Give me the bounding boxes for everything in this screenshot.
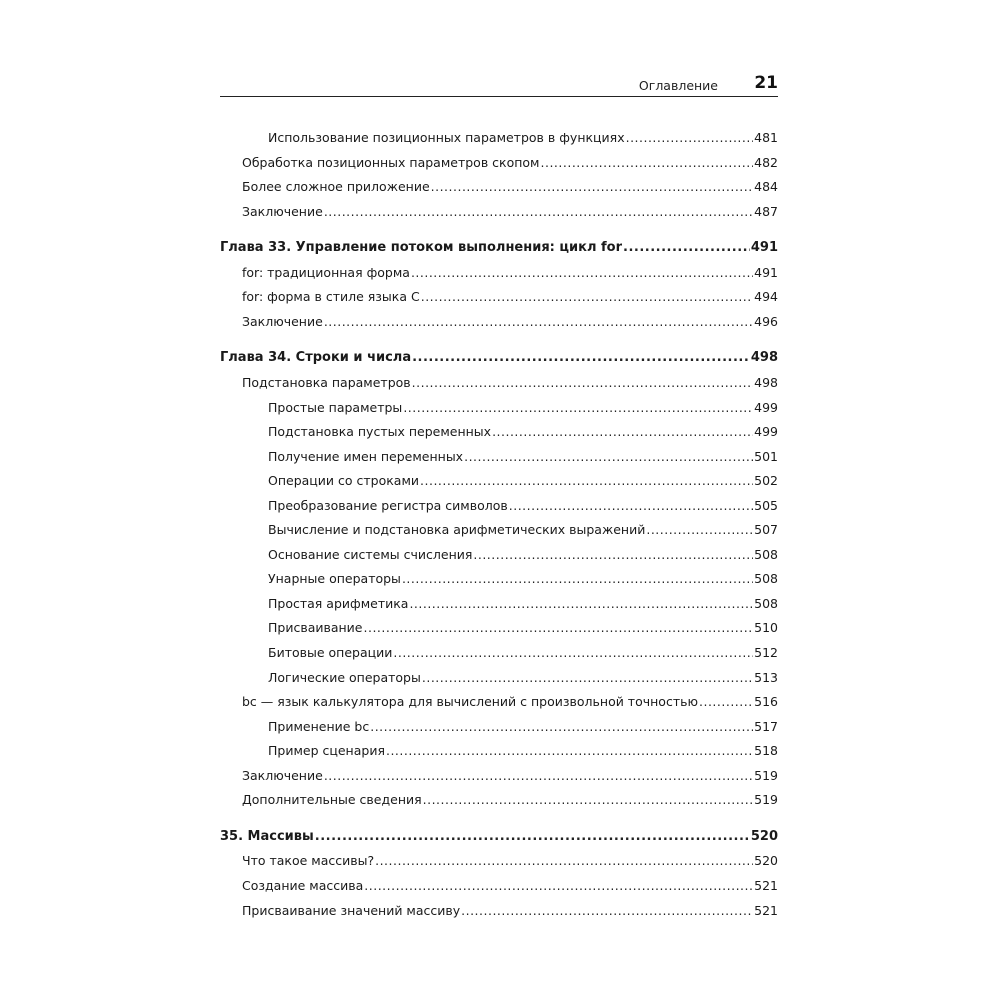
toc-entry-title: Присваивание xyxy=(268,620,363,636)
dot-leader xyxy=(461,903,753,918)
toc-entry-page: 507 xyxy=(754,522,778,538)
toc-entry-page: 512 xyxy=(754,645,778,660)
toc-entry xyxy=(242,903,778,925)
dot-leader xyxy=(473,547,753,562)
toc-entry xyxy=(268,498,778,520)
toc-entry xyxy=(268,571,778,593)
dot-leader xyxy=(431,179,754,194)
toc-entry-title: Что такое массивы? xyxy=(242,853,375,869)
toc-entry xyxy=(242,204,778,226)
toc-chapter-entry xyxy=(220,829,778,851)
toc-entry xyxy=(242,768,778,790)
page-header xyxy=(220,72,778,97)
toc-entry xyxy=(242,289,778,311)
dot-leader xyxy=(375,853,753,868)
toc-entry-page: 499 xyxy=(754,399,778,415)
toc-entry-page: 501 xyxy=(754,448,778,464)
toc-entry-page: 491 xyxy=(750,240,778,256)
toc-entry-page: 496 xyxy=(754,313,778,329)
toc-entry-page: 513 xyxy=(754,669,778,685)
toc-entry-title: Заключение xyxy=(242,313,323,329)
dot-leader xyxy=(422,670,753,685)
toc-entry-title: Глава 33. Управление потоком выполнения: цикл for xyxy=(220,240,623,256)
toc-entry-page: 521 xyxy=(754,902,778,918)
dot-leader xyxy=(411,265,753,280)
toc-entry-title: bc — язык калькулятора для вычислений с произвольной точностью xyxy=(242,694,698,710)
toc-entry xyxy=(268,620,778,642)
toc-entry-title: Получение имен переменных xyxy=(268,448,464,464)
toc-entry-page: 494 xyxy=(754,289,778,305)
toc-entry-title: Основание системы счисления xyxy=(268,546,473,562)
dot-leader xyxy=(623,240,750,255)
toc-entry-title: Заключение xyxy=(242,767,323,783)
toc-entry-title: Глава 34. Строки и числа xyxy=(220,350,412,366)
toc-entry xyxy=(268,522,778,544)
toc-entry xyxy=(242,878,778,900)
toc-entry-page: 505 xyxy=(754,497,778,513)
toc-entry-page: 498 xyxy=(750,350,778,366)
toc-entry-page: 487 xyxy=(754,203,778,219)
toc-entry-title: Простые параметры xyxy=(268,399,403,415)
dot-leader xyxy=(386,743,753,758)
toc-entry-page: 510 xyxy=(754,620,778,636)
toc-entry xyxy=(268,547,778,569)
toc-entry xyxy=(242,155,778,177)
dot-leader xyxy=(324,204,753,219)
dot-leader xyxy=(364,620,754,635)
toc-entry xyxy=(242,179,778,201)
toc-entry-page: 520 xyxy=(750,828,778,844)
toc-entry xyxy=(242,853,778,875)
dot-leader xyxy=(409,596,753,611)
toc-entry xyxy=(242,314,778,336)
toc-entry-title: Унарные операторы xyxy=(268,571,401,587)
toc-entry-page: 481 xyxy=(754,130,778,145)
toc-entry xyxy=(242,265,778,287)
dot-leader xyxy=(421,289,753,304)
toc-entry-title: Операции со строками xyxy=(268,473,420,489)
dot-leader xyxy=(420,473,753,488)
toc-entry-title: Пример сценария xyxy=(268,743,385,759)
dot-leader xyxy=(541,155,754,170)
dot-leader xyxy=(324,314,753,329)
toc-entry-title: Дополнительные сведения xyxy=(242,792,422,808)
toc-entry-title: Простая арифметика xyxy=(268,595,409,611)
toc-entry xyxy=(268,130,778,152)
dot-leader xyxy=(509,498,753,513)
toc-entry-title: Применение bc xyxy=(268,718,370,734)
toc-entry xyxy=(268,449,778,471)
toc-entry xyxy=(268,473,778,495)
toc-entry-page: 518 xyxy=(754,743,778,759)
toc-entry-page: 519 xyxy=(754,792,778,808)
toc-entry-page: 502 xyxy=(754,473,778,489)
toc-entry-page: 508 xyxy=(754,571,778,587)
toc-entry-page: 521 xyxy=(754,877,778,893)
toc-entry-title: Вычисление и подстановка арифметических выражений xyxy=(268,522,646,538)
dot-leader xyxy=(412,375,753,390)
dot-leader xyxy=(423,792,754,807)
dot-leader xyxy=(699,694,753,709)
toc-entry xyxy=(242,375,778,397)
dot-leader xyxy=(464,449,753,464)
page-number: 21 xyxy=(754,73,778,93)
dot-leader xyxy=(403,400,753,415)
toc-entry xyxy=(268,645,778,667)
toc-entry-page: 484 xyxy=(754,179,778,195)
dot-leader xyxy=(402,571,753,586)
dot-leader xyxy=(315,829,750,844)
toc-entry-title: Заключение xyxy=(242,203,323,219)
dot-leader xyxy=(324,768,753,783)
toc-entry-title: Обработка позиционных параметров скопом xyxy=(242,154,540,170)
toc-entry-title: Подстановка параметров xyxy=(242,374,411,390)
toc-entry-title: 35. Массивы xyxy=(220,828,314,844)
toc-entry-page: 499 xyxy=(754,424,778,440)
dot-leader xyxy=(393,645,753,660)
toc-entry-title: Логические операторы xyxy=(268,669,421,685)
toc-entry-page: 491 xyxy=(754,264,778,280)
toc-entry-page: 519 xyxy=(754,767,778,783)
toc-entry-title: Более сложное приложение xyxy=(242,179,430,195)
toc-entry xyxy=(268,596,778,618)
toc-entry-page: 508 xyxy=(754,595,778,611)
toc-entry xyxy=(242,792,778,814)
dot-leader xyxy=(492,424,753,439)
toc-entry-title: for: традиционная форма xyxy=(242,264,410,280)
toc-entry xyxy=(268,424,778,446)
dot-leader xyxy=(626,130,754,145)
toc-chapter-entry xyxy=(220,350,778,372)
dot-leader xyxy=(364,878,753,893)
toc-entry-title: Создание массива xyxy=(242,877,364,893)
dot-leader xyxy=(646,522,753,537)
toc-entry-title: Битовые операции xyxy=(268,645,393,660)
toc-entry-page: 482 xyxy=(754,154,778,170)
toc-entry-page: 517 xyxy=(754,718,778,734)
dot-leader xyxy=(412,350,750,365)
toc-entry-title: Преобразование регистра символов xyxy=(268,497,508,513)
toc-chapter-entry xyxy=(220,240,778,262)
toc-entry xyxy=(268,400,778,422)
toc-entry xyxy=(268,743,778,765)
toc-entry-title: for: форма в стиле языка C xyxy=(242,289,420,305)
toc-entry-title: Подстановка пустых переменных xyxy=(268,424,492,440)
toc-entry-title: Присваивание значений массиву xyxy=(242,902,461,918)
toc-entry xyxy=(268,670,778,692)
toc-entry xyxy=(268,719,778,741)
toc-entry-page: 516 xyxy=(754,694,778,710)
toc-entry-title: Использование позиционных параметров в функциях xyxy=(268,130,625,145)
toc-entry-page: 520 xyxy=(754,853,778,869)
toc-entry-page: 508 xyxy=(754,546,778,562)
dot-leader xyxy=(370,719,753,734)
running-header-title: Оглавление xyxy=(638,78,718,93)
toc-entry xyxy=(242,694,778,716)
toc-entry-page: 498 xyxy=(754,374,778,390)
